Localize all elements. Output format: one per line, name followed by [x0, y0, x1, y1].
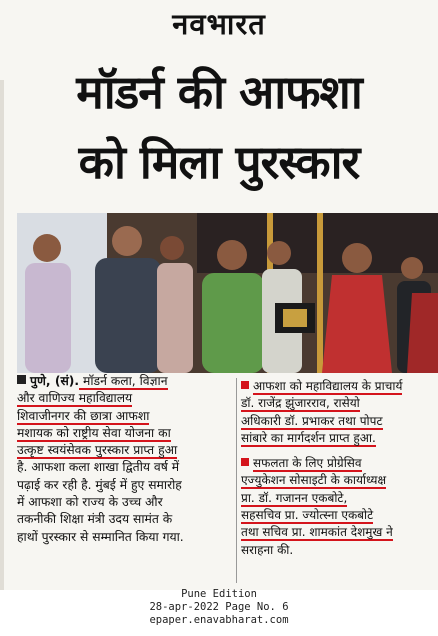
award-ceremony-photo	[17, 213, 438, 373]
clipping-edge	[0, 80, 4, 590]
text-line: आफशा को महाविद्यालय के प्राचार्य	[253, 379, 403, 393]
text-line: अधिकारी डॉ. प्रभाकर तथा पोपट	[241, 413, 383, 428]
text-line: तकनीकी शिक्षा मंत्री उदय सामंत के	[17, 512, 173, 527]
text-line: मॉडर्न कला, विज्ञान	[79, 374, 168, 388]
article-right-column	[241, 378, 438, 559]
epaper-caption	[0, 588, 438, 627]
column-divider	[236, 378, 237, 583]
text-line: सराहना की.	[241, 542, 294, 557]
article-left-column	[17, 373, 232, 546]
text-line: सहसचिव प्रा. ज्योत्स्ना एकबोटे	[241, 508, 374, 523]
text-line: डॉ. राजेंद्र झुंजारराव, रासेयो	[241, 396, 360, 411]
text-line: हाथों पुरस्कार से सम्मानित किया गया.	[17, 529, 184, 544]
text-line: तथा सचिव प्रा. शामकांत देशमुख ने	[241, 525, 393, 540]
bullet-square-icon	[241, 381, 249, 389]
article-paragraph	[241, 378, 438, 447]
headline-line-2: को मिला पुरस्कार	[78, 135, 360, 189]
bullet-square-icon	[17, 375, 26, 384]
text-line: पढ़ाई कर रही है. मुंबई में हुए समारोह	[17, 477, 182, 492]
article-paragraph	[241, 455, 438, 559]
text-line: सांबारे का मार्गदर्शन प्राप्त हुआ.	[241, 430, 376, 445]
text-line: है. आफशा कला शाखा द्वितीय वर्ष में	[17, 460, 180, 475]
text-line: मशायक को राष्ट्रीय सेवा योजना का	[17, 425, 171, 440]
text-line: एज्युकेशन सोसाइटी के कार्याध्यक्ष	[241, 473, 387, 488]
text-line: प्रा. डॉ. गजानन एकबोटे,	[241, 490, 348, 505]
text-line: शिवाजीनगर की छात्रा आफशा	[17, 408, 150, 423]
website-label: epaper.enavabharat.com	[149, 614, 289, 626]
text-line: उत्कृष्ट स्वयंसेवक पुरस्कार प्राप्त हुआ	[17, 443, 178, 458]
photo-illustration	[17, 213, 438, 373]
text-line: में आफशा को राज्य के उच्च और	[17, 495, 163, 510]
date-page-label: 28-apr-2022 Page No. 6	[149, 601, 289, 613]
bullet-square-icon	[241, 458, 249, 466]
article-paragraph	[17, 373, 232, 546]
newspaper-masthead: नवभारत	[172, 7, 266, 41]
headline-line-1: मॉडर्न की आफशा	[76, 65, 362, 119]
edition-label: Pune Edition	[181, 588, 257, 600]
text-line: सफलता के लिए प्रोग्रेसिव	[253, 456, 362, 471]
dateline: पुणे, (सं).	[30, 374, 80, 388]
text-line: और वाणिज्य महाविद्यालय	[17, 391, 133, 406]
